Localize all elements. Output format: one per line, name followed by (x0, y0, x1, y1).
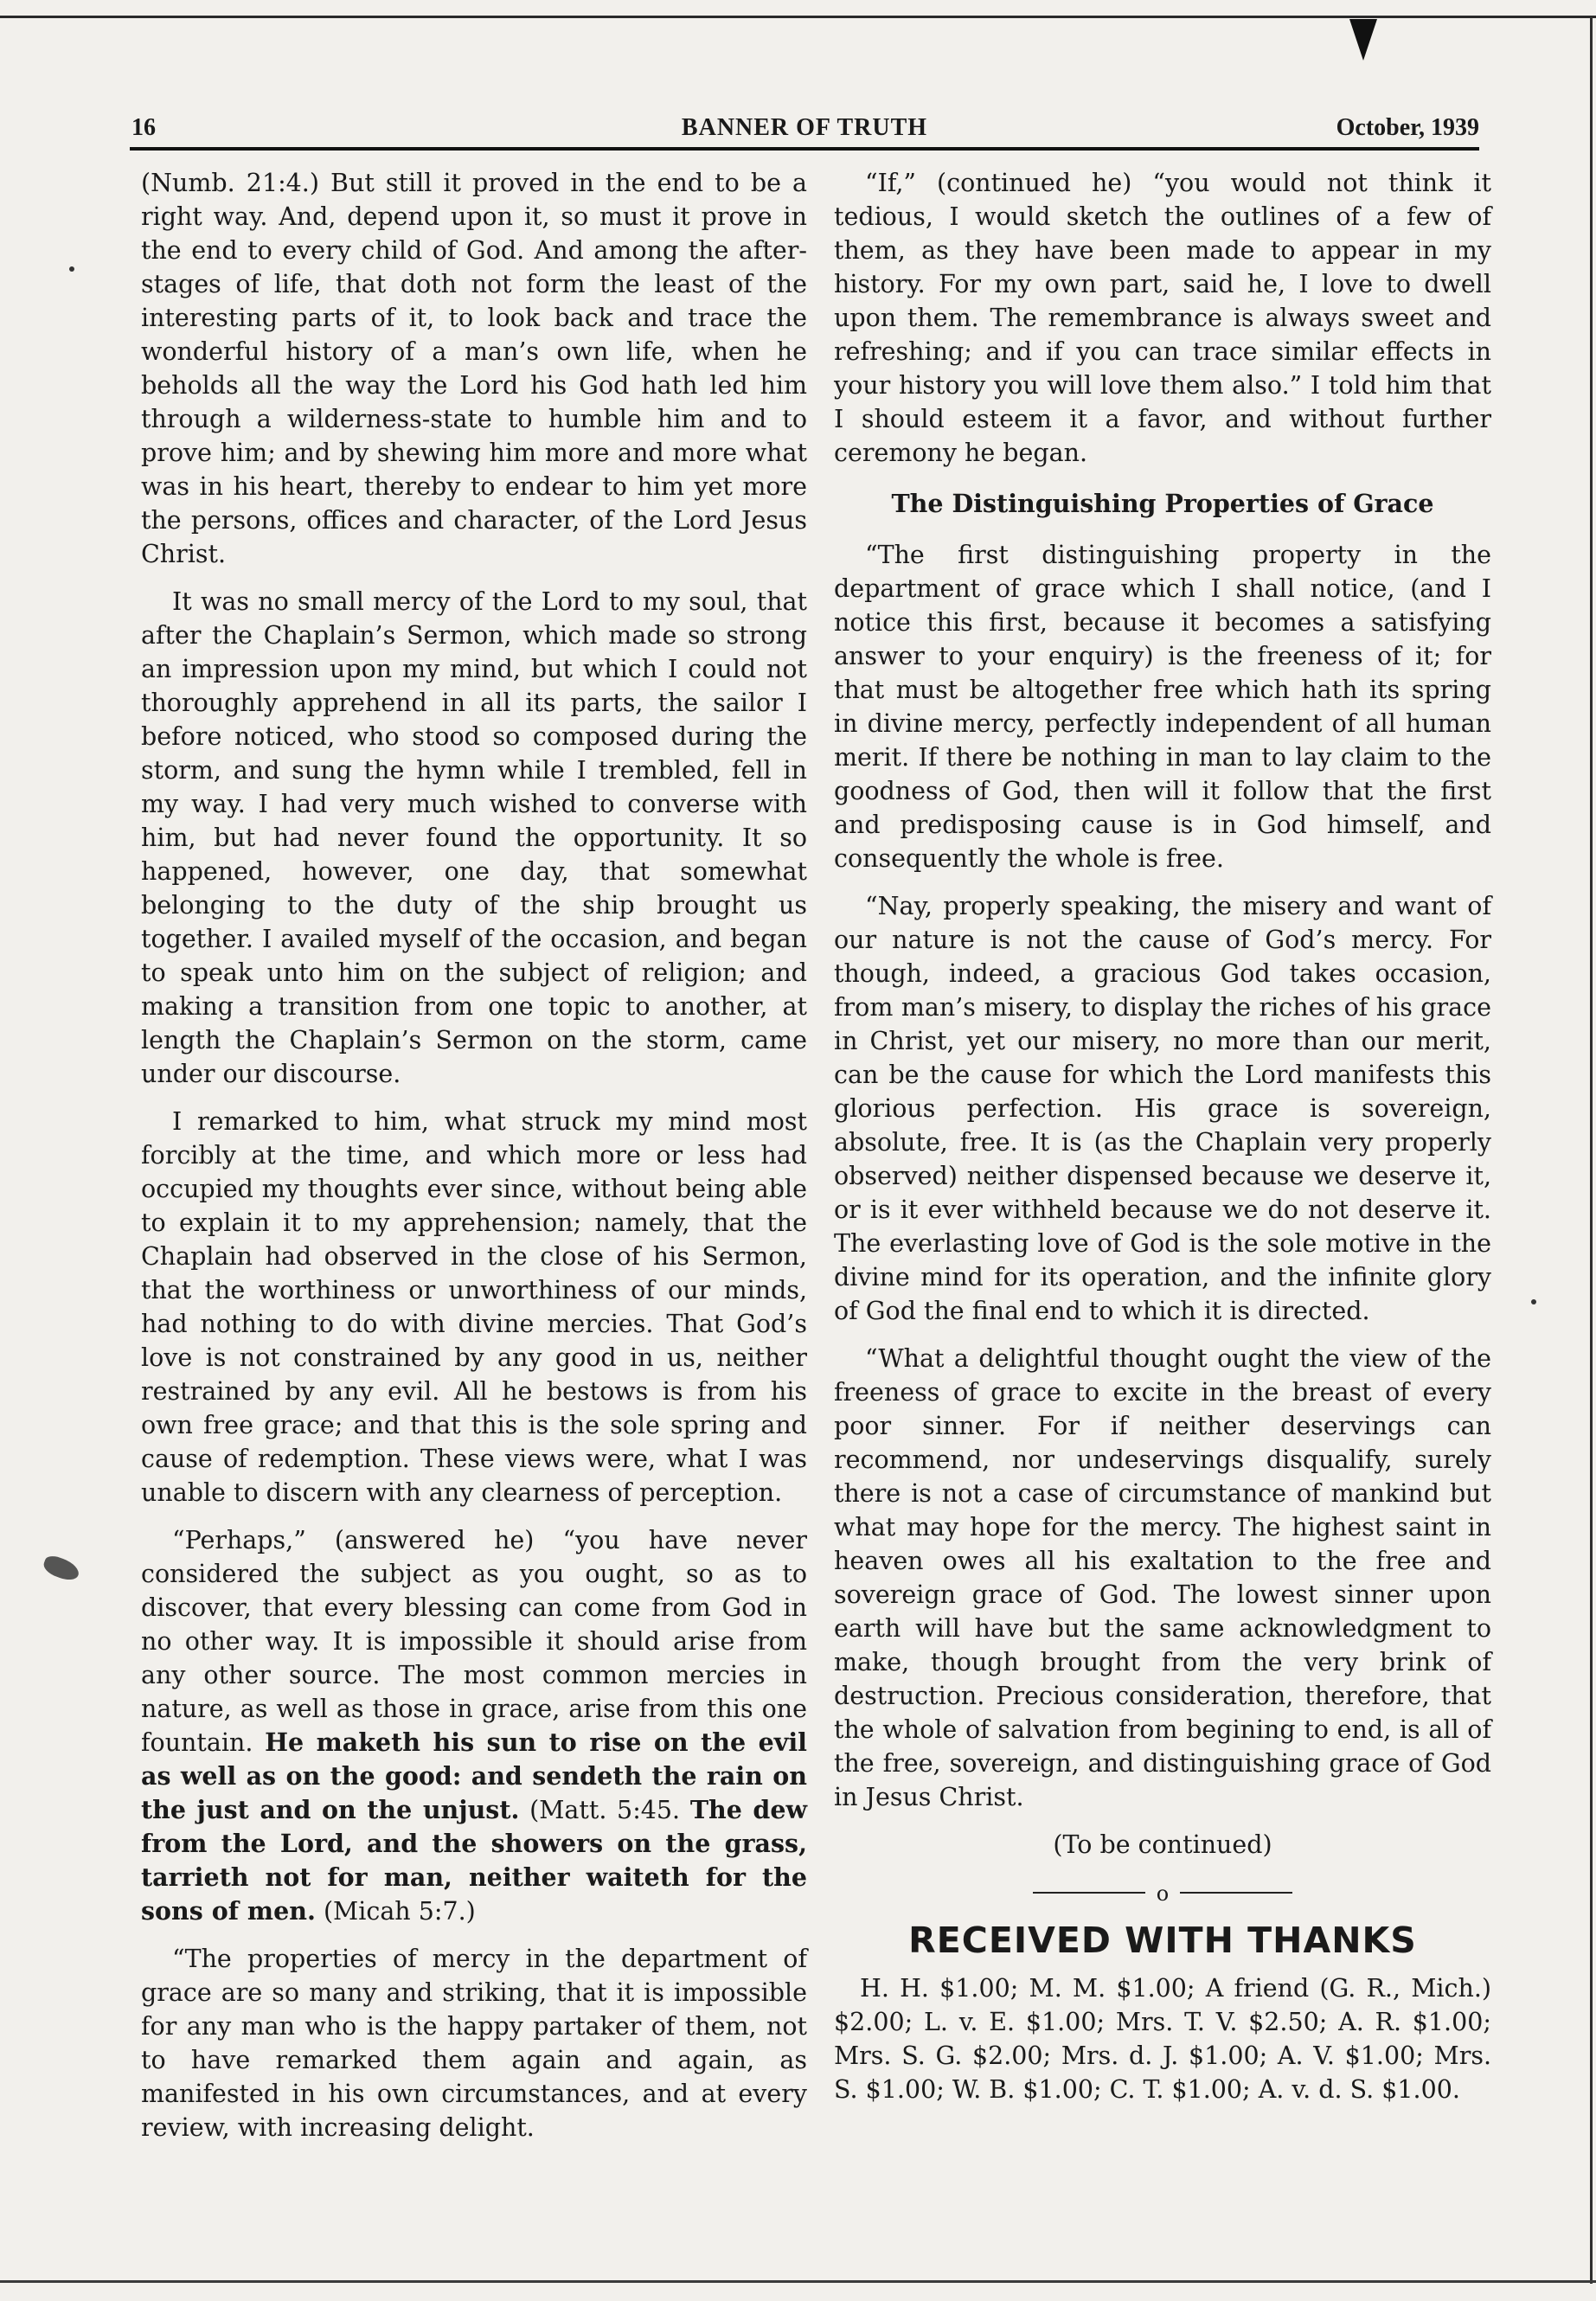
scripture-quote: He maketh his sun to rise on the evil as well as on the good: and sendeth the rain on the just and on the unjust. (141, 1727, 807, 1824)
paragraph: I remarked to him, what struck my mind most forcibly at the time, and which more or less had occupied my thoughts ever since, without being able to explain it to my apprehension; namely, that the Chaplain had observed in the close of his Sermon, that the worthiness or unworthiness of our minds, had nothing to do with divine mercies. That God’s love is not constrained by any good in us, neither restrained by any evil. All he bestows is from his own free grace; and that this is the sole spring and cause of redemption. These views were, what I was unable to discern with any clearness of perception. (141, 1107, 807, 1507)
issue-date: October, 1939 (1336, 114, 1479, 141)
paragraph: “If,” (continued he) “you would not think it tedious, I would sketch the outlines of a few of them, as they have been made to appear in my history. For my own part, said he, I love to dwell upon them. The remembrance is always sweet and refreshing; and if you can trace similar effects in your history you will love them also.” I told him that I should esteem it a favor, and without further ceremony he began. (834, 169, 1491, 467)
ink-splotch (42, 1553, 82, 1583)
scripture-reference: (Micah 5:7.) (323, 1897, 476, 1926)
speck (69, 266, 74, 272)
left-column (141, 166, 807, 2158)
divider-line (1033, 1892, 1145, 1894)
page-header (130, 111, 1479, 145)
paragraph: “What a delightful thought ought the view of the freeness of grace to excite in the breast of every poor sinner. For if neither deservings can recommend, nor undeservings disqualify, surely there is not a case of circumstance of mankind but what may hope for the mercy. The highest saint in heaven owes all his exaltation to the free and sovereign grace of God. The lowest sinner upon earth will have but the same acknowledgment to make, though brought from the very brink of destruction. Precious consideration, therefore, that the whole of salvation from begining to end, is all of the free, sovereign, and distinguishing grace of God in Jesus Christ. (834, 1344, 1491, 1811)
section-heading: The Distinguishing Properties of Grace (891, 489, 1434, 518)
paragraph: “The first distinguishing property in the department of grace which I shall notice, (and I notice this first, because it becomes a satisfying answer to your enquiry) is the freeness of it; for that must be altogether free which hath its spring in divine mercy, perfectly independent of all human merit. If there be nothing in man to lay claim to the goodness of God, then will it follow that the first and predisposing cause is in God himself, and consequently the whole is free. (834, 541, 1491, 873)
paragraph (141, 1523, 807, 1928)
right-column (834, 166, 1491, 2120)
scripture-quote: The dew from the Lord, and the showers on the grass, tarrieth not for man, neither waiteth for the sons of men. (141, 1795, 808, 1926)
thanks-heading: RECEIVED WITH THANKS (908, 1920, 1417, 1961)
continued-note: (To be continued) (1053, 1830, 1272, 1859)
paragraph: (Numb. 21:4.) But still it proved in the end to be a right way. And, depend upon it, so must it prove in the end to every child of God. And among the after-stages of life, that doth not form the least of the interesting parts of it, to look back and trace the wonderful history of a man’s own life, when he beholds all the way the Lord his God hath led him through a wilderness-state to humble him and to prove him; and by shewing him more and more what was in his heart, thereby to endear to him yet more the persons, offices and character, of the Lord Jesus Christ. (141, 169, 807, 568)
speck (1531, 1299, 1536, 1304)
scripture-reference: (Matt. 5:45. (529, 1796, 681, 1824)
divider-line (1180, 1892, 1292, 1894)
header-rule (130, 147, 1479, 151)
paragraph-text: “Perhaps,” (answered he) “you have never considered the subject as you ought, so as to discover, that every blessing can come from God in no other way. It is impossible it should arise from any other source. The most common mercies in nature, as well as those in grace, arise from this one fountain. (141, 1526, 807, 1757)
page-right-edge (1590, 17, 1593, 2284)
thanks-list: H. H. $1.00; M. M. $1.00; A friend (G. R., Mich.) $2.00; L. v. E. $1.00; Mrs. T. V. $2.50; A. R. $1.00; Mrs. S. G. $2.00; Mrs. d. J. $1.00; A. V. $1.00; Mrs. S. $1.00; W. B. $1.00; C. T. $1.00; A. v. d. S. $1.00. (834, 1974, 1491, 2104)
paragraph: It was no small mercy of the Lord to my soul, that after the Chaplain’s Sermon, which made so strong an impression upon my mind, but which I could not thoroughly apprehend in all its parts, the sailor I before noticed, who stood so composed during the storm, and sung the hymn while I trembled, fell in my way. I had very much wished to converse with him, but had never found the opportunity. It so happened, however, one day, that somewhat belonging to the duty of the ship brought us together. I availed myself of the occasion, and began to speak unto him on the subject of religion; and making a transition from one topic to another, at length the Chaplain’s Sermon on the storm, came under our discourse. (141, 587, 807, 1088)
page-number: 16 (131, 114, 156, 141)
paragraph: “Nay, properly speaking, the misery and want of our nature is not the cause of God’s mercy. For though, indeed, a gracious God takes occasion, from man’s misery, to display the riches of his grace in Christ, yet our misery, no more than our merit, can be the cause for which the Lord manifests this glorious perfection. His grace is sovereign, absolute, free. It is (as the Chaplain very properly observed) neither dispensed because we deserve it, or is it ever withheld because we do not deserve it. The everlasting love of God is the sole motive in the divine mind for its operation, and the infinite glory of God the final end to which it is directed. (834, 892, 1491, 1325)
paragraph: “The properties of mercy in the department of grace are so many and striking, that it is impossible for any man who is the happy partaker of them, not to have remarked them again and again, as manifested in his own circumstances, and at every review, with increasing delight. (141, 1945, 807, 2142)
page-bottom-edge (0, 2280, 1596, 2283)
binder-mark (1349, 19, 1377, 61)
divider-mark: o (1156, 1881, 1170, 1906)
page-top-edge (0, 16, 1596, 18)
section-divider (1033, 1881, 1292, 1906)
publication-title: BANNER OF TRUTH (681, 114, 928, 141)
